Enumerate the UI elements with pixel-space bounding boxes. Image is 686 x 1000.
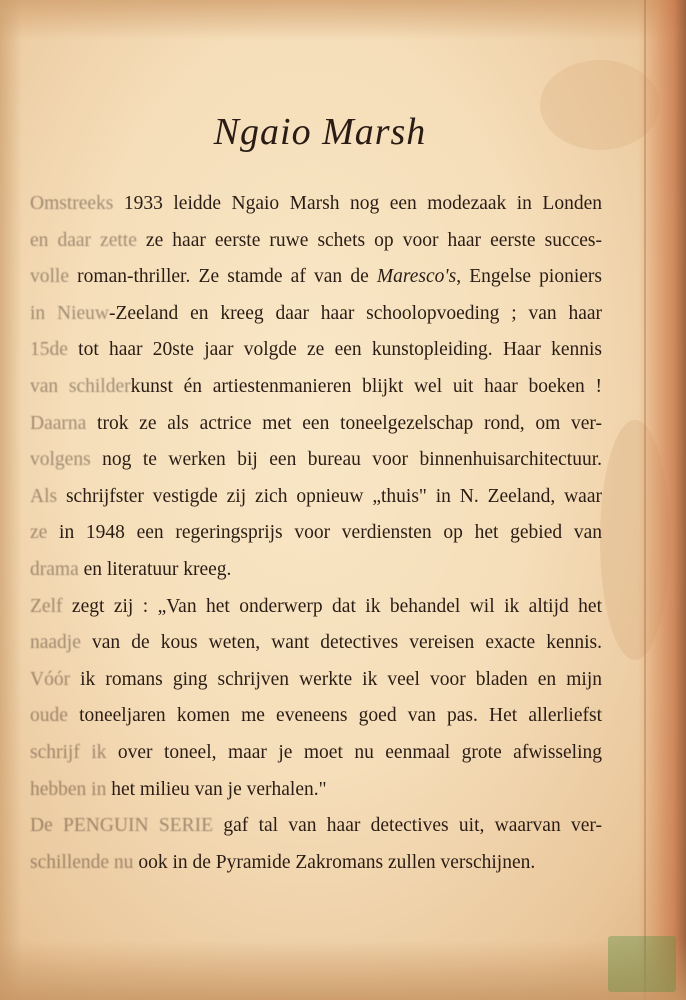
text-line: [30, 662, 602, 699]
text-line: [30, 332, 602, 369]
faded-text: Daarna: [30, 412, 87, 434]
aged-edge-bottom: [0, 940, 686, 1000]
line-text: ze haar eerste ruwe schets op voor haar eerste succes-: [136, 229, 602, 251]
faded-text: Zelf: [30, 595, 63, 617]
text-line: [30, 589, 602, 626]
line-text: ik romans ging schrijven werkte ik veel voor bladen en mijn: [70, 668, 602, 690]
text-line: [30, 552, 602, 589]
faded-text: volle: [30, 266, 69, 288]
line-text: , Engelse pioniers: [456, 266, 602, 288]
line-text: het milieu van je verhalen.": [106, 778, 327, 800]
faded-text: Als: [30, 485, 58, 507]
faded-text: De PENGUIN SERIE: [30, 815, 214, 837]
text-line: [30, 186, 602, 223]
faded-text: schillende nu: [30, 851, 134, 873]
line-text: nog te werken bij een bureau voor binnenhuisarchitectuur.: [90, 449, 602, 471]
faded-text: 15de: [30, 339, 68, 361]
faded-text: oude: [30, 705, 68, 727]
line-text: over toneel, maar je moet nu eenmaal grote afwisseling: [106, 741, 602, 763]
faded-text: in Nieuw: [30, 302, 109, 324]
faded-text: volgens: [30, 449, 91, 471]
line-text: toneeljaren komen me eveneens goed van pas. Het allerliefst: [67, 705, 602, 727]
text-line: [30, 625, 602, 662]
text-line: [30, 479, 602, 516]
text-line: [30, 369, 602, 406]
text-line: [30, 735, 602, 772]
aged-edge-top: [0, 0, 686, 40]
line-text: -Zeeland en kreeg daar haar schoolopvoeding ; van haar: [108, 302, 602, 324]
text-line: [30, 845, 602, 882]
line-text: gaf tal van haar detectives uit, waarvan ver-: [213, 815, 602, 837]
line-text: 1933 leidde Ngaio Marsh nog een modezaak in Londen: [113, 193, 602, 214]
text-line: [30, 442, 602, 479]
faded-text: Vóór: [30, 668, 71, 690]
line-text: ook in de Pyramide Zakromans zullen verschijnen.: [133, 851, 536, 873]
line-text: tot haar 20ste jaar volgde ze een kunstopleiding. Haar kennis: [67, 339, 602, 361]
text-line: [30, 223, 602, 260]
line-text: en literatuur kreeg.: [78, 558, 232, 580]
faded-text: en daar zette: [30, 229, 137, 251]
line-text: roman-thriller. Ze stamde af van de: [69, 266, 377, 288]
line-text: in 1948 een regeringsprijs voor verdiensten op het gebied van: [47, 522, 602, 544]
faded-text: drama: [30, 558, 79, 580]
text-line: [30, 406, 602, 443]
line-text: kunst én artiestenmanieren blijkt wel uit haar boeken !: [130, 375, 602, 397]
line-text: van de kous weten, want detectives vereisen exacte kennis.: [80, 632, 602, 654]
italic-name: Maresco's: [376, 266, 457, 288]
line-text: schrijfster vestigde zij zich opnieuw „thuis" in N. Zeeland, waar: [57, 485, 602, 507]
text-line: [30, 698, 602, 735]
cover-crease: [644, 0, 646, 1000]
line-text: trok ze als actrice met een toneelgezelschap rond, om ver-: [86, 412, 602, 434]
text-line: [30, 296, 602, 333]
line-text: zegt zij : „Van het onderwerp dat ik behandel wil ik altijd het: [62, 595, 602, 617]
text-line: [30, 259, 602, 296]
text-line: [30, 515, 602, 552]
text-line: [30, 808, 602, 845]
faded-text: naadje: [30, 632, 81, 654]
faded-text: hebben in: [30, 778, 107, 800]
faded-text: van schilder: [30, 375, 131, 397]
faded-text: Omstreeks: [30, 193, 114, 214]
faded-text: schrijf ik: [30, 741, 107, 763]
price-sticker: [608, 936, 676, 992]
biography-text: [30, 186, 602, 881]
faded-text: ze: [30, 522, 48, 544]
author-heading: Ngaio Marsh: [213, 111, 427, 153]
text-line: [30, 772, 602, 809]
